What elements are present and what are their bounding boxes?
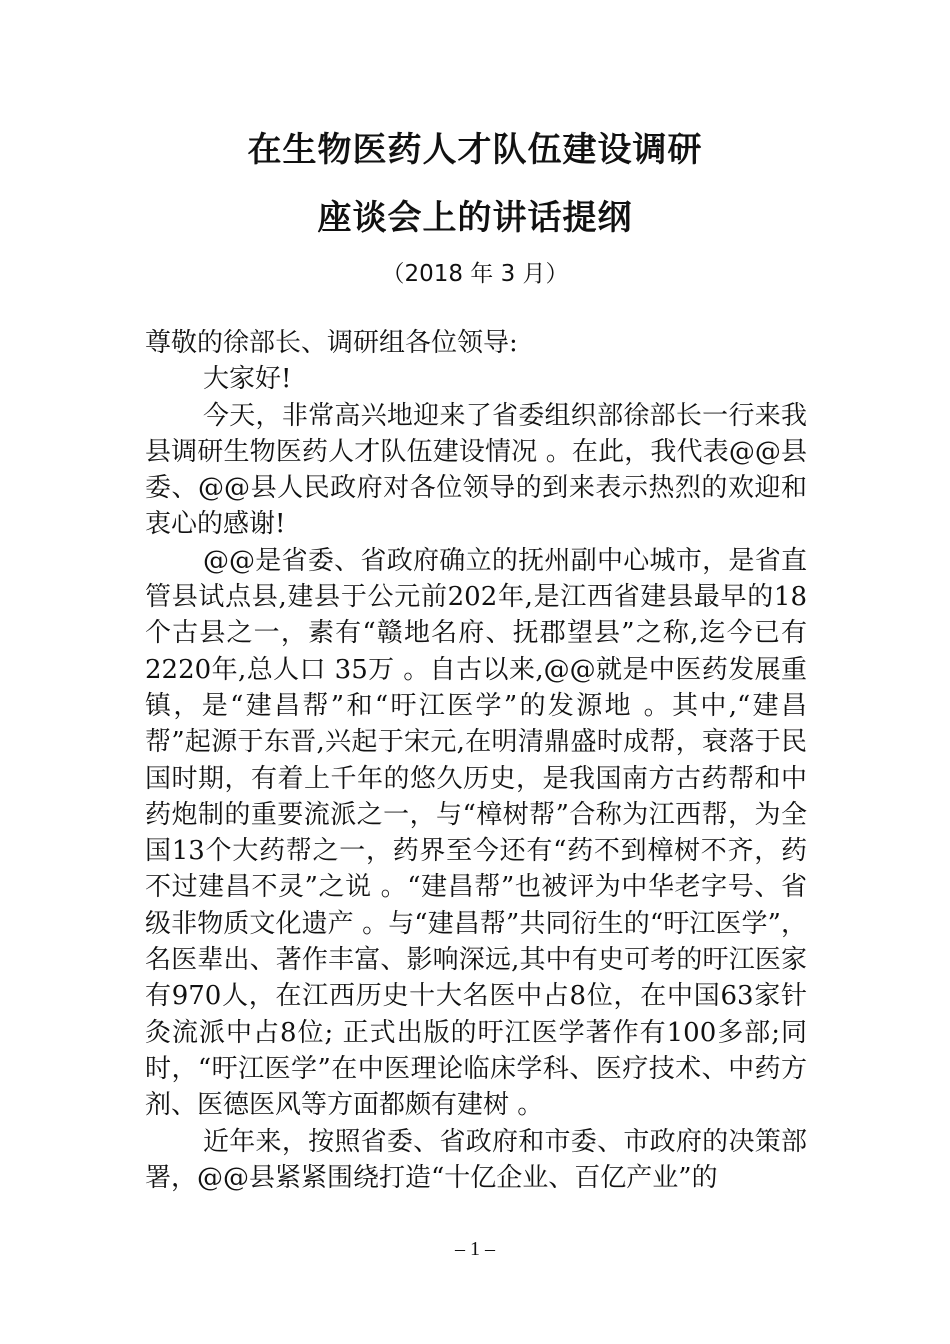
paragraph-welcome: 今天，非常高兴地迎来了省委组织部徐部长一行来我县调研生物医药人才队伍建设情况 。在此，我代表@@县委、@@县人民政府对各位领导的到来表示热烈的欢迎和衷心的感谢!: [145, 400, 807, 540]
document-date: （2018 年 3 月）: [381, 261, 569, 287]
paragraph-greeting: 大家好!: [203, 364, 292, 395]
document-title-line-2: 座谈会上的讲话提纲: [317, 198, 633, 238]
salutation: 尊敬的徐部长、调研组各位领导:: [145, 328, 518, 358]
document-title-line-1: 在生物医药人才队伍建设调研: [247, 130, 703, 170]
document-body: [145, 325, 807, 1196]
paragraph-history: @@是省委、省政府确立的抚州副中心城市，是省直管县试点县,建县于公元前202年,是江西省建县最早的18个古县之一，素有“赣地名府、抚郡望县”之称,迄今已有2220年,总人口 35万 。自古以来,@@就是中医药发展重镇，是“建昌帮”和“旴江医学”的发源地 。其中,“建昌帮”起源于东晋,兴起于宋元,在明清鼎盛时成帮，衰落于民国时期，有着上千年的悠久历史，是我国南方古药帮和中药炮制的重要流派之一，与“樟树帮”合称为江西帮，为全国13个大药帮之一，药界至今还有“药不到樟树不齐，药不过建昌不灵”之说 。“建昌帮”也被评为中华老字号、省级非物质文化遗产 。与“建昌帮”共同衍生的“旴江医学”，名医辈出、著作丰富、影响深远,其中有史可考的旴江医家有970人，在江西历史十大名医中占8位，在中国63家针灸流派中占8位; 正式出版的旴江医学著作有100多部;同时，“旴江医学”在中医理论临床学科、医疗技术、中药方剂、医德医风等方面都颇有建树 。: [145, 545, 807, 1121]
page-number: – 1 –: [455, 1238, 495, 1260]
paragraph-recent: 近年来，按照省委、省政府和市委、市政府的决策部署，@@县紧紧围绕打造“十亿企业、百亿产业”的: [145, 1126, 807, 1193]
